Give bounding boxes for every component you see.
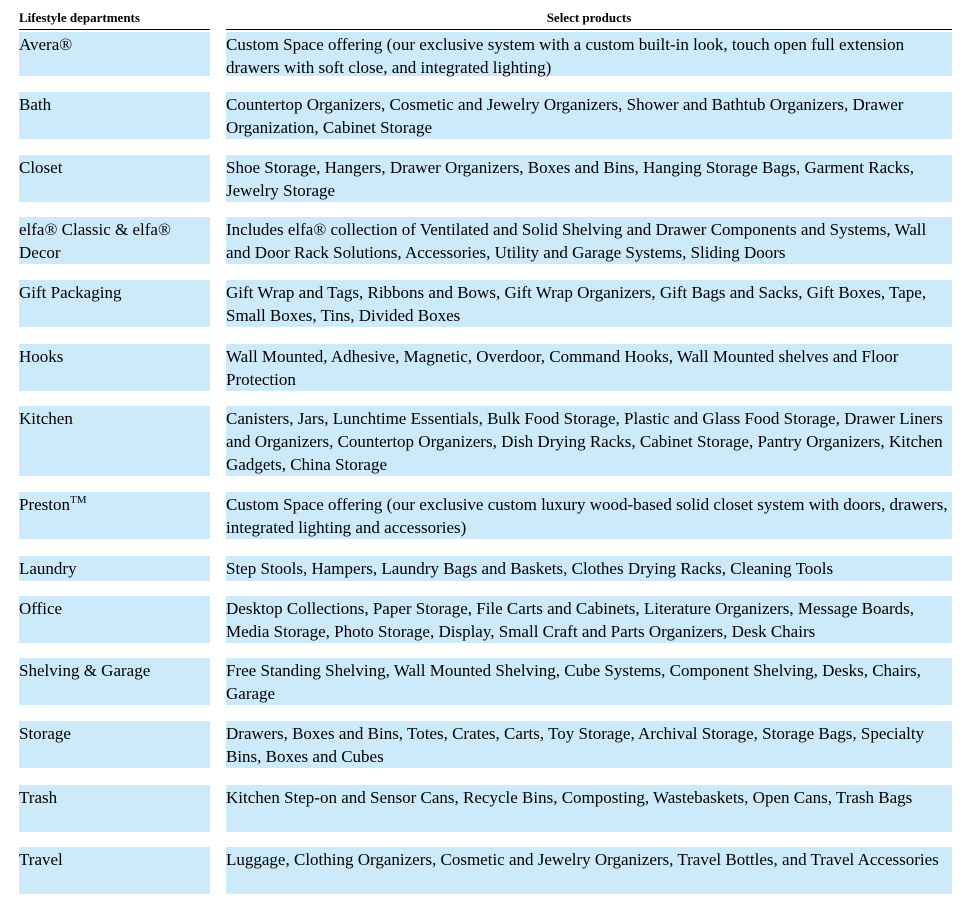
header-rule-left <box>19 29 210 30</box>
department-cell: Kitchen <box>19 406 210 476</box>
products-cell: Step Stools, Hampers, Laundry Bags and Baskets, Clothes Drying Racks, Cleaning Tools <box>226 556 952 581</box>
department-name: Preston <box>19 495 70 514</box>
products-cell: Luggage, Clothing Organizers, Cosmetic and Jewelry Organizers, Travel Bottles, and Travel Accessories <box>226 847 952 894</box>
department-cell: Avera® <box>19 32 210 76</box>
department-cell: Office <box>19 596 210 643</box>
department-cell: Hooks <box>19 344 210 391</box>
products-cell: Desktop Collections, Paper Storage, File Carts and Cabinets, Literature Organizers, Message Boards, Media Storage, Photo Storage, Display, Small Craft and Parts Organizers, Desk Chairs <box>226 596 952 643</box>
department-cell <box>19 492 210 539</box>
department-cell: Laundry <box>19 556 210 581</box>
products-cell: Custom Space offering (our exclusive custom luxury wood-based solid closet system with doors, drawers, integrated lighting and accessories) <box>226 492 952 539</box>
products-cell: Shoe Storage, Hangers, Drawer Organizers, Boxes and Bins, Hanging Storage Bags, Garment Racks, Jewelry Storage <box>226 155 952 202</box>
products-cell: Drawers, Boxes and Bins, Totes, Crates, Carts, Toy Storage, Archival Storage, Storage Bags, Specialty Bins, Boxes and Cubes <box>226 721 952 768</box>
products-cell: Custom Space offering (our exclusive system with a custom built-in look, touch open full extension drawers with soft close, and integrated lighting) <box>226 32 952 76</box>
products-cell: Canisters, Jars, Lunchtime Essentials, Bulk Food Storage, Plastic and Glass Food Storage, Drawer Liners and Organizers, Countertop Organizers, Dish Drying Racks, Cabinet Storage, Pantry Organizers, Kitchen Gadgets, China Storage <box>226 406 952 476</box>
department-cell: Closet <box>19 155 210 202</box>
products-cell: Kitchen Step-on and Sensor Cans, Recycle Bins, Composting, Wastebaskets, Open Cans, Trash Bags <box>226 785 952 832</box>
products-cell: Gift Wrap and Tags, Ribbons and Bows, Gift Wrap Organizers, Gift Bags and Sacks, Gift Boxes, Tape, Small Boxes, Tins, Divided Boxes <box>226 280 952 327</box>
department-cell: Travel <box>19 847 210 894</box>
header-lifestyle-departments: Lifestyle departments <box>19 10 140 25</box>
department-cell: Shelving & Garage <box>19 658 210 705</box>
department-cell: Bath <box>19 92 210 139</box>
department-cell: Storage <box>19 721 210 768</box>
products-cell: Countertop Organizers, Cosmetic and Jewelry Organizers, Shower and Bathtub Organizers, Drawer Organization, Cabinet Storage <box>226 92 952 139</box>
department-cell: Trash <box>19 785 210 832</box>
department-cell: elfa® Classic & elfa® Decor <box>19 217 210 264</box>
products-cell: Wall Mounted, Adhesive, Magnetic, Overdoor, Command Hooks, Wall Mounted shelves and Floor Protection <box>226 344 952 391</box>
header-select-products: Select products <box>546 10 632 25</box>
products-cell: Includes elfa® collection of Ventilated and Solid Shelving and Drawer Components and Systems, Wall and Door Rack Solutions, Accessories, Utility and Garage Systems, Sliding Doors <box>226 217 952 264</box>
products-cell: Free Standing Shelving, Wall Mounted Shelving, Cube Systems, Component Shelving, Desks, Chairs, Garage <box>226 658 952 705</box>
department-cell: Gift Packaging <box>19 280 210 327</box>
header-rule-right <box>226 29 952 30</box>
trademark-mark: TM <box>70 494 87 506</box>
